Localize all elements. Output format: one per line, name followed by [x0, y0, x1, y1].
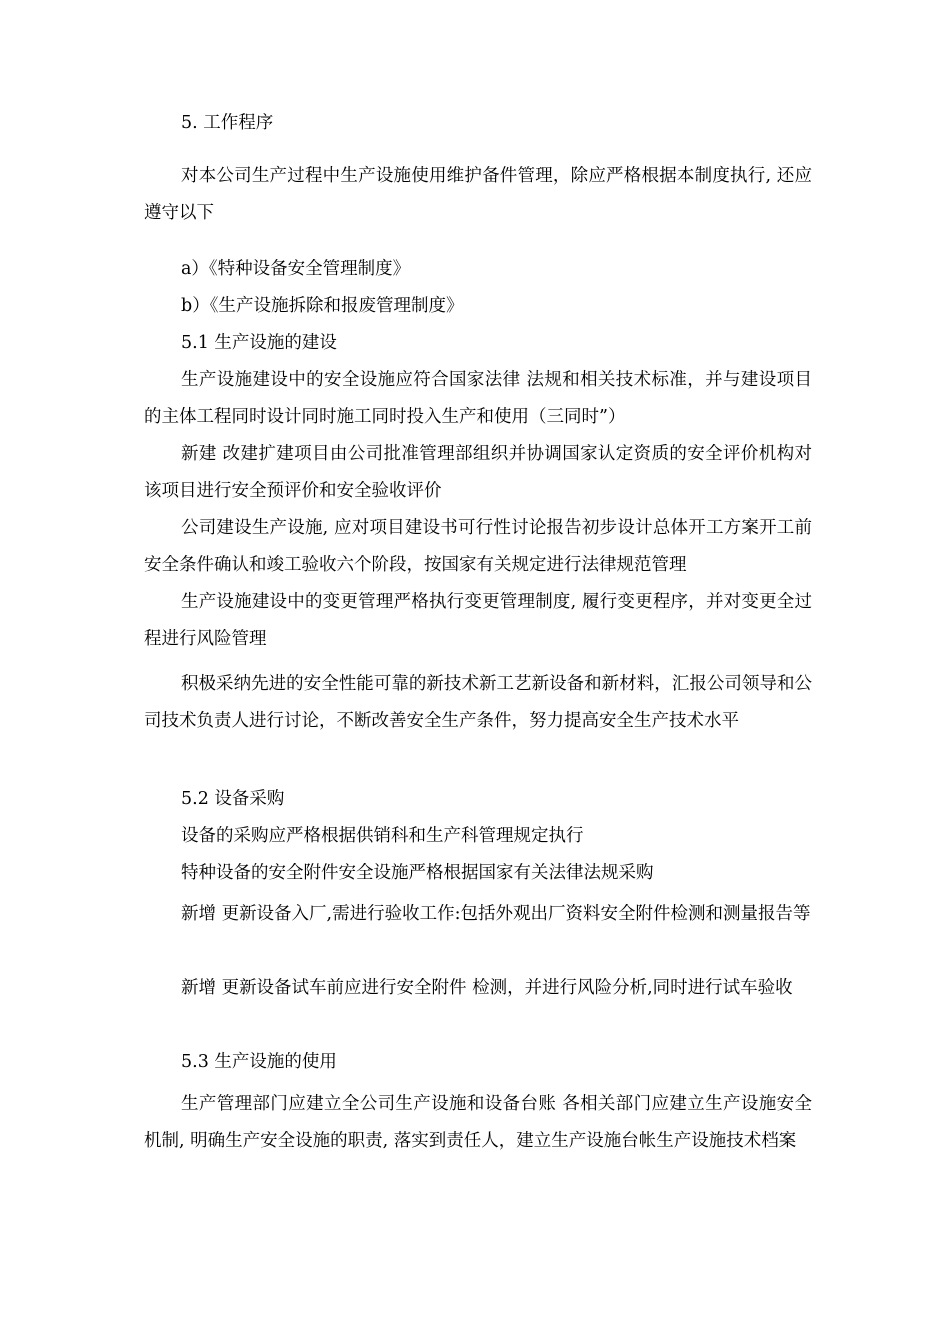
list-item-b: b）《生产设施拆除和报废管理制度》: [181, 296, 464, 316]
list-item-a: a）《特种设备安全管理制度》: [181, 259, 411, 279]
paragraph-5-1-5: 积极采纳先进的安全性能可靠的新技术新工艺新设备和新材料，汇报公司领导和公司技术负责人进行讨论，不断改善安全生产条件，努力提高安全生产技术水平: [144, 674, 812, 731]
subsection-title-5-1: 5.1 生产设施的建设: [181, 333, 337, 353]
subsection-title-5-3: 5.3 生产设施的使用: [181, 1052, 337, 1072]
paragraph-5-1-4: 生产设施建设中的变更管理严格执行变更管理制度, 履行变更程序，并对变更全过程进行风险管理: [144, 592, 812, 649]
paragraph-5-1-2: 新建 改建扩建项目由公司批准管理部组织并协调国家认定资质的安全评价机构对该项目进行安全预评价和安全验收评价: [144, 444, 812, 501]
paragraph-5-1-1: 生产设施建设中的安全设施应符合国家法律 法规和相关技术标准，并与建设项目的主体工程同时设计同时施工同时投入生产和使用（三同时”）: [144, 370, 812, 427]
paragraph-5-2-2: 特种设备的安全附件安全设施严格根据国家有关法律法规采购: [181, 863, 654, 883]
section-title: 5. 工作程序: [181, 113, 274, 133]
intro-paragraph: 对本公司生产过程中生产设施使用维护备件管理，除应严格根据本制度执行, 还应遵守以下: [144, 166, 812, 223]
paragraph-5-2-3: 新增 更新设备入厂,需进行验收工作:包括外观出厂资料安全附件检测和测量报告等: [181, 904, 811, 924]
subsection-title-5-2: 5.2 设备采购: [181, 789, 285, 809]
paragraph-5-1-3: 公司建设生产设施, 应对项目建设书可行性讨论报告初步设计总体开工方案开工前安全条件确认和竣工验收六个阶段，按国家有关规定进行法律规范管理: [144, 518, 812, 575]
paragraph-5-2-1: 设备的采购应严格根据供销科和生产科管理规定执行: [181, 826, 584, 846]
paragraph-5-2-4: 新增 更新设备试车前应进行安全附件 检测，并进行风险分析,同时进行试车验收: [181, 978, 793, 998]
paragraph-5-3-1: 生产管理部门应建立全公司生产设施和设备台账 各相关部门应建立生产设施安全机制, 明确生产安全设施的职责, 落实到责任人，建立生产设施台帐生产设施技术档案: [144, 1094, 812, 1151]
